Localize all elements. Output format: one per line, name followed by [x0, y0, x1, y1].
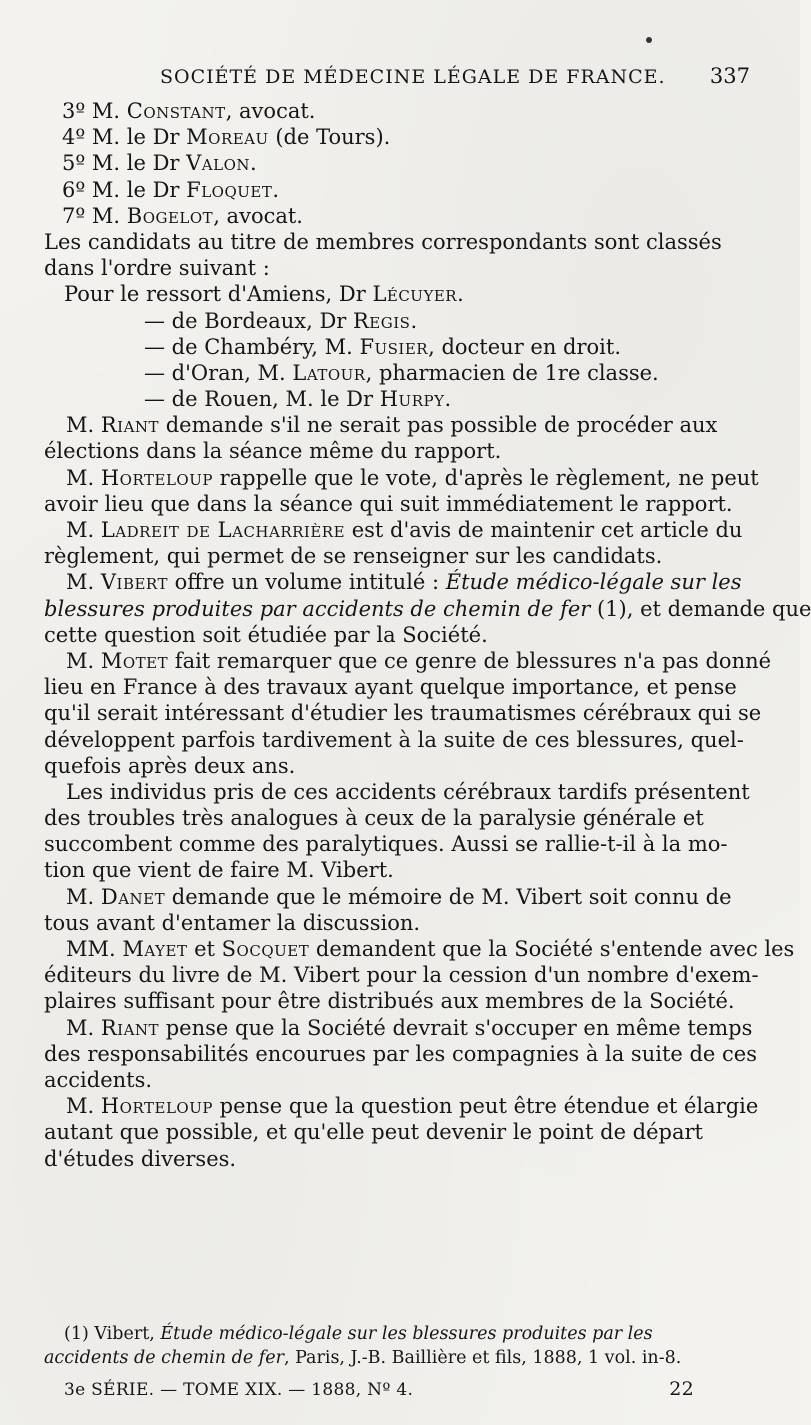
paragraph-line: éditeurs du livre de M. Vibert pour la cession d'un nombre d'exem-	[44, 963, 759, 988]
paragraph-line: M. Ladreit de Lacharrière est d'avis de maintenir cet article du	[66, 518, 743, 542]
list-item: 7º M. Bogelot, avocat.	[62, 203, 303, 228]
paragraph-line: M. Horteloup rappelle que le vote, d'après le règlement, ne peut	[66, 465, 759, 490]
paragraph-line: élections dans la séance même du rapport.	[44, 439, 502, 464]
paragraph-line: plaires suffisant pour être distribués aux membres de la Société.	[44, 989, 735, 1014]
paragraph-line: Les candidats au titre de membres correspondants sont classés	[44, 229, 722, 254]
sheet-signature-number: 22	[669, 1378, 694, 1400]
running-head	[160, 64, 750, 94]
paragraph-line: règlement, qui permet de se renseigner sur les candidats.	[44, 544, 663, 569]
running-head-title: SOCIÉTÉ DE MÉDECINE LÉGALE DE FRANCE.	[160, 66, 666, 88]
paragraph-line: qu'il serait intéressant d'étudier les traumatismes cérébraux qui se	[44, 701, 762, 726]
page-body	[44, 98, 811, 1172]
list-item: 3º M. Constant, avocat.	[62, 99, 316, 123]
ressort-line: — de Rouen, M. le Dr Hurpy.	[144, 387, 452, 412]
list-item: 6º M. le Dr Floquet.	[62, 177, 280, 202]
paragraph-line: avoir lieu que dans la séance qui suit immédiatement le rapport.	[44, 491, 733, 516]
page-number: 337	[709, 64, 750, 88]
ink-speck	[646, 37, 652, 43]
paragraph-line: M. Motet fait remarquer que ce genre de blessures n'a pas donné	[66, 648, 772, 673]
paragraph-line: quefois après deux ans.	[44, 753, 296, 778]
footnote	[44, 1322, 756, 1370]
footnote-line: accidents de chemin de fer, Paris, J.-B. Baillière et fils, 1888, 1 vol. in-8.	[44, 1348, 682, 1368]
paragraph-line: d'études diverses.	[44, 1146, 237, 1171]
paragraph-line: Les individus pris de ces accidents cérébraux tardifs présentent	[66, 779, 750, 804]
paragraph-line: MM. Mayet et Socquet demandent que la Société s'entende avec les	[66, 937, 795, 961]
paragraph-line: M. Vibert offre un volume intitulé : Étude médico-légale sur les	[66, 570, 742, 595]
ressort-line: — de Bordeaux, Dr Regis.	[144, 308, 418, 333]
ressort-line: Pour le ressort d'Amiens, Dr Lécuyer.	[64, 282, 464, 307]
list-item: 5º M. le Dr Valon.	[62, 151, 257, 176]
paragraph-line: des troubles très analogues à ceux de la paralysie générale et	[44, 806, 704, 831]
paragraph-line: accidents.	[44, 1067, 153, 1092]
ressort-line: — d'Oran, M. Latour, pharmacien de 1re classe.	[144, 360, 659, 385]
paragraph-line: dans l'ordre suivant :	[44, 256, 270, 281]
paragraph-line: M. Riant pense que la Société devrait s'occuper en même temps	[66, 1015, 753, 1040]
paragraph-line: cette question soit étudiée par la Société.	[44, 622, 488, 647]
series-volume-info: 3e SÉRIE. — TOME XIX. — 1888, Nº 4.	[64, 1380, 414, 1400]
footnote-line: (1) Vibert, Étude médico-légale sur les blessures produites par les	[64, 1324, 653, 1344]
list-item: 4º M. le Dr Moreau (de Tours).	[62, 125, 391, 150]
paragraph-line: développent parfois tardivement à la suite de ces blessures, quel-	[44, 727, 744, 752]
paragraph-line: tous avant d'entamer la discussion.	[44, 910, 421, 935]
paragraph-line: succombent comme des paralytiques. Aussi se rallie-t-il à la mo-	[44, 832, 728, 857]
paragraph-line: autant que possible, et qu'elle peut devenir le point de départ	[44, 1120, 703, 1145]
paragraph-line: tion que vient de faire M. Vibert.	[44, 858, 394, 883]
paragraph-line: des responsabilités encourues par les compagnies à la suite de ces	[44, 1041, 758, 1066]
ressort-line: — de Chambéry, M. Fusier, docteur en droit.	[144, 334, 621, 359]
paragraph-line: lieu en France à des travaux ayant quelque importance, et pense	[44, 675, 737, 700]
paragraph-line: M. Horteloup pense que la question peut être étendue et élargie	[66, 1094, 759, 1119]
paragraph-line: M. Danet demande que le mémoire de M. Vibert soit connu de	[66, 884, 732, 909]
paragraph-line: blessures produites par accidents de chemin de fer (1), et demande que	[44, 596, 811, 621]
paragraph-line: M. Riant demande s'il ne serait pas possible de procéder aux	[66, 413, 718, 438]
